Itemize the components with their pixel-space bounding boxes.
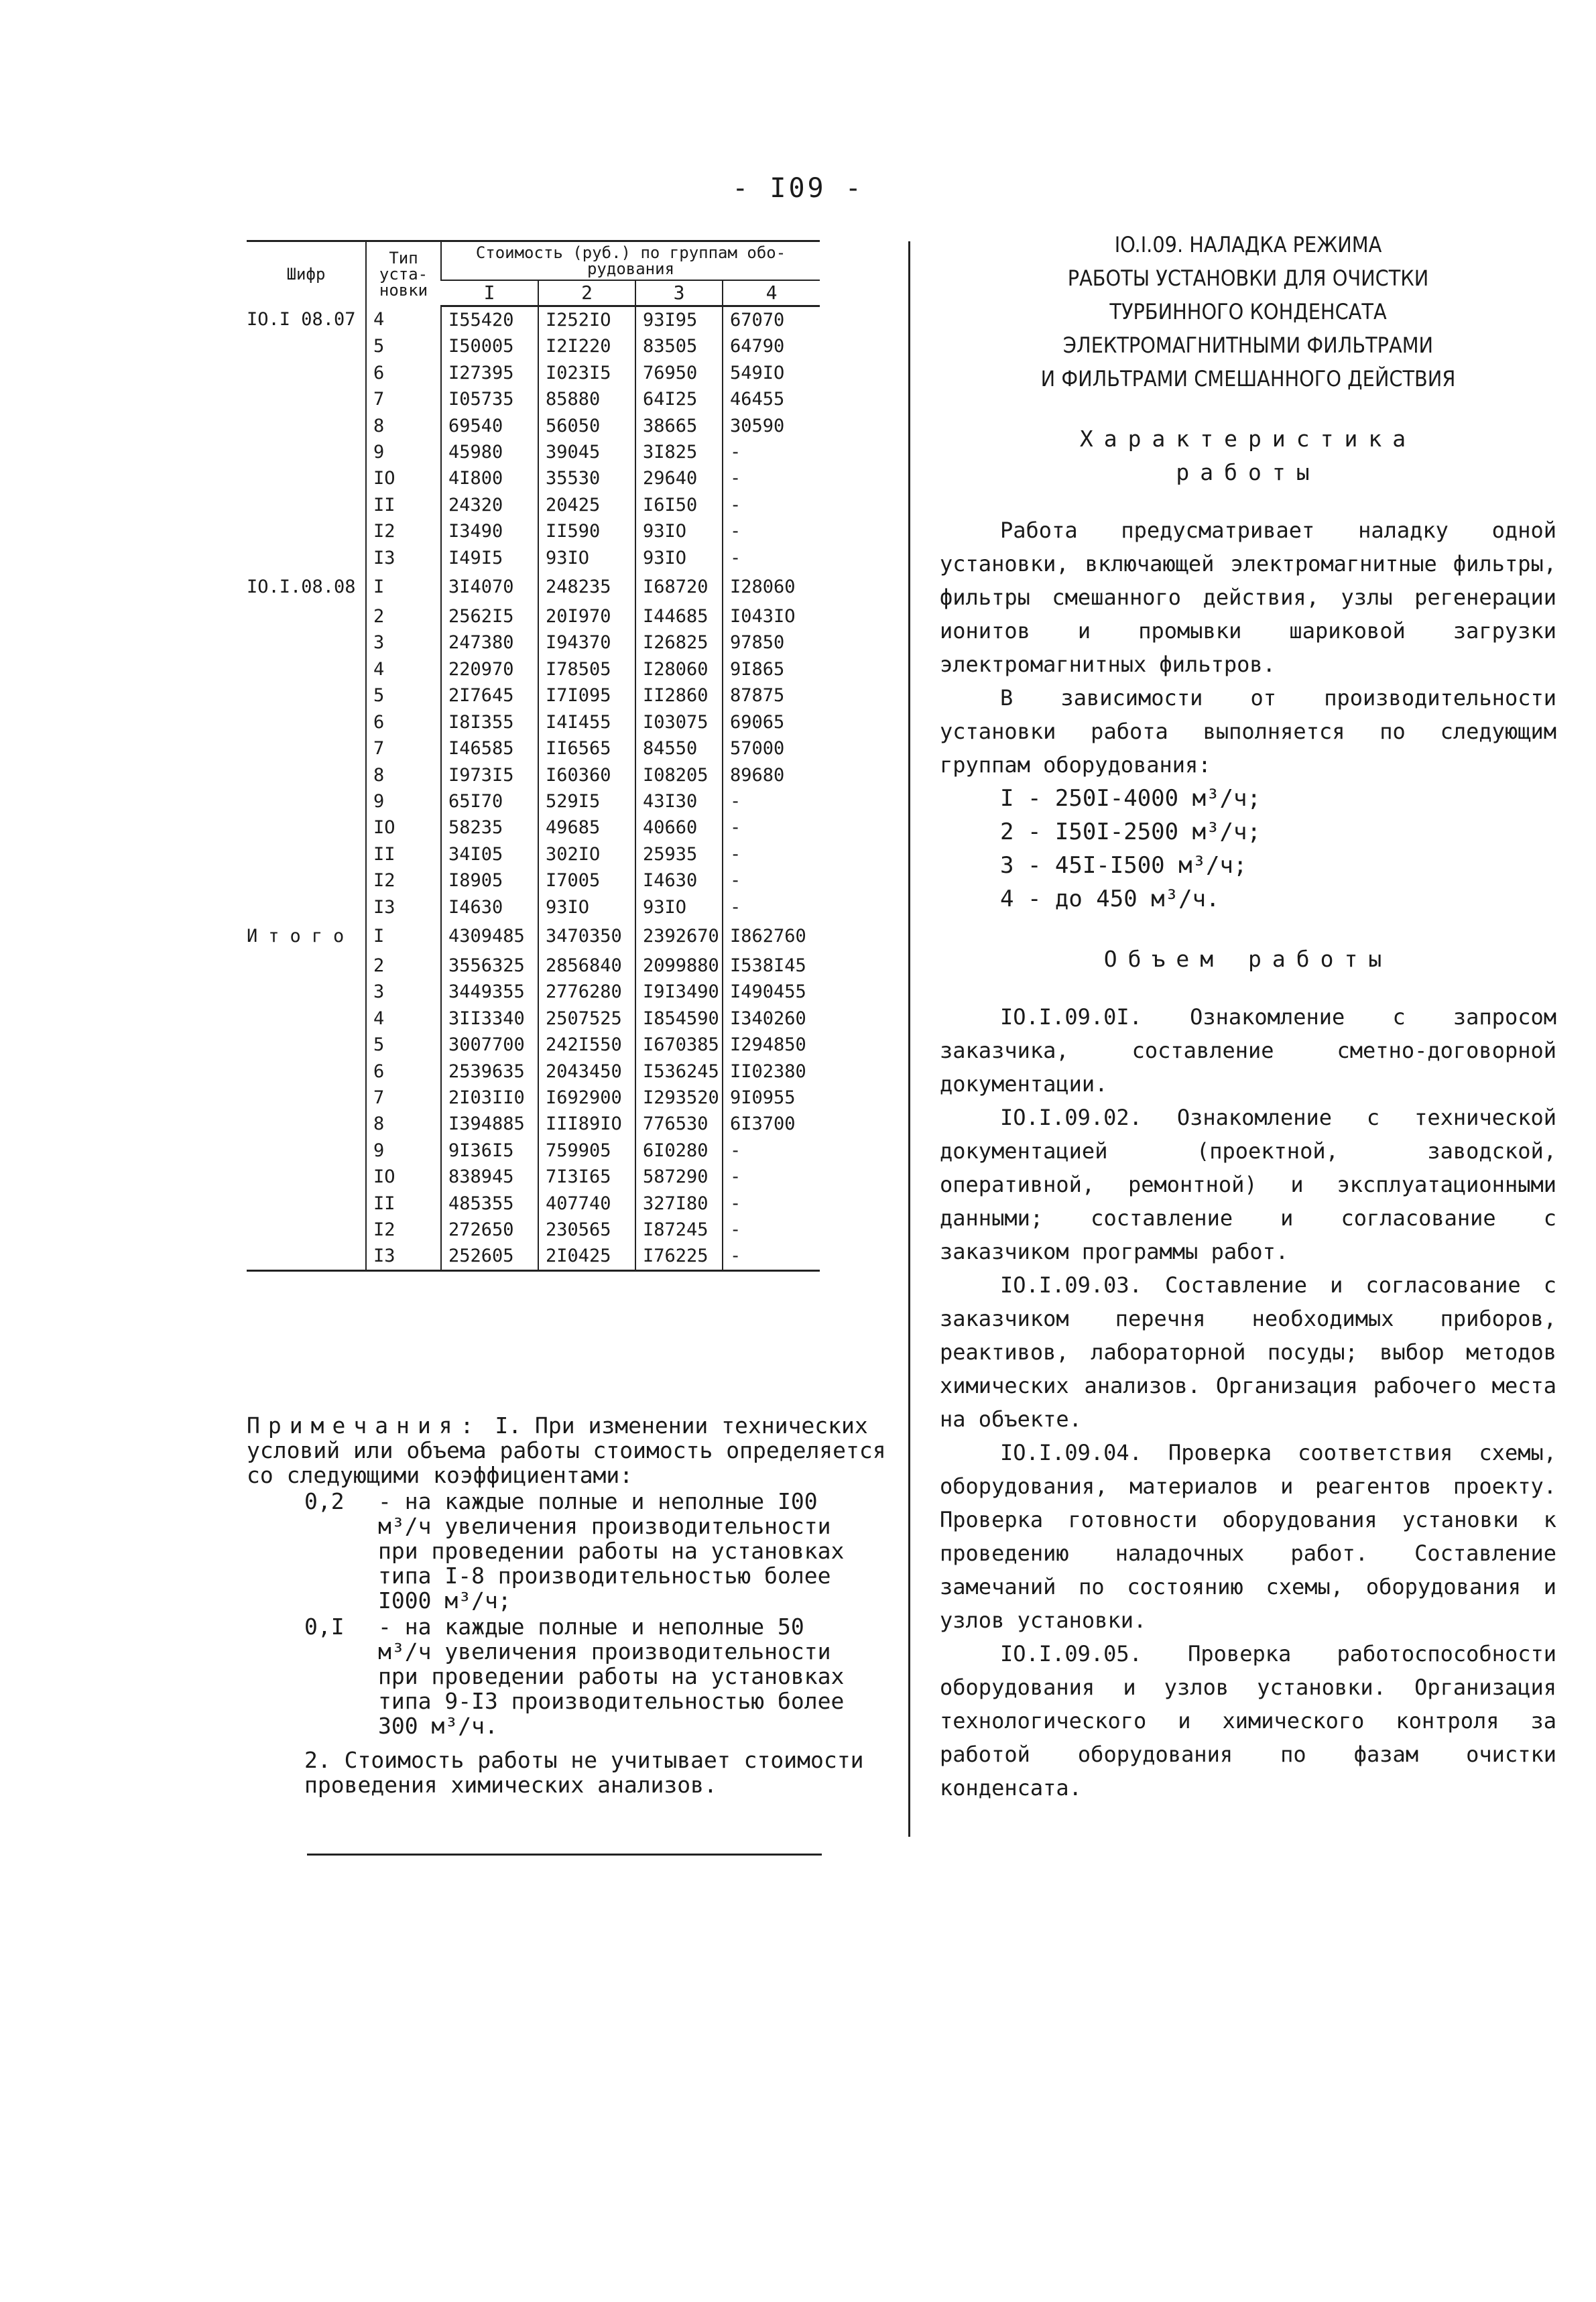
cost-cell: 2392670 xyxy=(635,920,723,953)
table-row xyxy=(247,814,820,841)
note-1 xyxy=(247,1413,890,1488)
notes-end-rule xyxy=(307,1854,822,1856)
work-item-4: IO.I.09.04. Проверка соответствия схемы, оборудования, материалов и реагентов проекту. Проверка готовности оборудования установки к проведению наладочных работ. Составление замечаний по состоянию схемы, оборудования и узлов установки. xyxy=(940,1440,1556,1633)
type-cell: 4 xyxy=(366,1006,441,1032)
cost-cell: 64790 xyxy=(723,333,820,359)
table-row xyxy=(247,1191,820,1217)
table-row xyxy=(247,1217,820,1243)
cost-cell: 87875 xyxy=(723,682,820,709)
cost-cell: 97850 xyxy=(723,629,820,656)
cost-cell: - xyxy=(723,867,820,894)
cost-cell: 2I0425 xyxy=(538,1243,635,1270)
cost-cell: II590 xyxy=(538,518,635,544)
title-line: ЭЛЕКТРОМАГНИТНЫМИ ФИЛЬТРАМИ xyxy=(1062,332,1434,358)
type-cell: 5 xyxy=(366,333,441,359)
cost-table-container xyxy=(247,240,823,1272)
coefficient-2-text: - на каждые полные и неполные 50 м³/ч увеличения производительности при проведении работы на установках типа 9-I3 производительностью более 300 м³/ч. xyxy=(378,1614,845,1739)
cost-cell: - xyxy=(723,841,820,867)
volume-heading: Объем работы xyxy=(1103,946,1393,972)
cost-cell: I26825 xyxy=(635,629,723,656)
cost-cell: 302IO xyxy=(538,841,635,867)
group-item: 4 - до 450 м³/ч. xyxy=(1000,886,1220,912)
equipment-groups xyxy=(940,782,1556,916)
cost-cell: I27395 xyxy=(441,360,538,386)
cost-cell: I670385 xyxy=(635,1032,723,1058)
cost-cell: 587290 xyxy=(635,1164,723,1190)
type-cell: IO xyxy=(366,1164,441,1190)
cost-cell: 3470350 xyxy=(538,920,635,953)
cost-cell: 2776280 xyxy=(538,979,635,1005)
type-cell: 2 xyxy=(366,603,441,629)
table-row xyxy=(247,920,820,953)
cost-cell: 93I95 xyxy=(635,306,723,334)
cost-cell: 2539635 xyxy=(441,1058,538,1085)
type-cell: 4 xyxy=(366,306,441,334)
cost-cell: 252605 xyxy=(441,1243,538,1270)
cost-cell: - xyxy=(723,518,820,544)
coefficient-2 xyxy=(247,1614,890,1738)
cost-cell: I862760 xyxy=(723,920,820,953)
type-cell: IO xyxy=(366,814,441,841)
cost-cell: I87245 xyxy=(635,1217,723,1243)
type-cell: 5 xyxy=(366,682,441,709)
table-row xyxy=(247,333,820,359)
type-cell: 8 xyxy=(366,762,441,788)
cost-cell: 64I25 xyxy=(635,386,723,412)
table-row xyxy=(247,682,820,709)
type-cell: I xyxy=(366,920,441,953)
code-cell xyxy=(247,979,366,1005)
cost-cell: I50005 xyxy=(441,333,538,359)
table-row xyxy=(247,735,820,762)
table-row xyxy=(247,545,820,571)
cost-table xyxy=(247,240,820,1272)
cost-cell: 759905 xyxy=(538,1138,635,1164)
cost-cell: I692900 xyxy=(538,1085,635,1111)
table-row xyxy=(247,894,820,920)
cost-cell: I94370 xyxy=(538,629,635,656)
header-type: Тип уста- новки xyxy=(366,241,441,306)
paragraph-2: В зависимости от производительности установки работа выполняется по следующим группам оборудования: xyxy=(940,685,1556,778)
code-cell: IO.I 08.07 xyxy=(247,309,356,330)
cost-cell: 3I825 xyxy=(635,439,723,465)
code-cell xyxy=(247,1164,366,1190)
cost-cell: 4309485 xyxy=(441,920,538,953)
cost-cell: 58235 xyxy=(441,814,538,841)
cost-cell: I9I3490 xyxy=(635,979,723,1005)
table-row xyxy=(247,867,820,894)
cost-cell: I538I45 xyxy=(723,953,820,979)
table-row xyxy=(247,465,820,491)
code-cell xyxy=(247,545,366,571)
cost-cell: I78505 xyxy=(538,656,635,682)
table-row xyxy=(247,413,820,439)
table-row xyxy=(247,1006,820,1032)
cost-cell: I03075 xyxy=(635,709,723,735)
cost-cell: 2043450 xyxy=(538,1058,635,1085)
cost-cell: I7I095 xyxy=(538,682,635,709)
type-cell: 6 xyxy=(366,709,441,735)
cost-cell: 3449355 xyxy=(441,979,538,1005)
cost-cell: - xyxy=(723,894,820,920)
cost-cell: 39045 xyxy=(538,439,635,465)
table-row xyxy=(247,629,820,656)
table-row xyxy=(247,656,820,682)
cost-cell: 69065 xyxy=(723,709,820,735)
type-cell: I3 xyxy=(366,1243,441,1270)
cost-cell: 4I800 xyxy=(441,465,538,491)
code-cell xyxy=(247,1032,366,1058)
notes-label: Примечания: xyxy=(247,1412,482,1439)
code-cell xyxy=(247,1111,366,1137)
cost-cell: I293520 xyxy=(635,1085,723,1111)
cost-cell: 93IO xyxy=(635,894,723,920)
cost-cell: 84550 xyxy=(635,735,723,762)
cost-cell: I8I355 xyxy=(441,709,538,735)
type-cell: 5 xyxy=(366,1032,441,1058)
type-cell: 6 xyxy=(366,1058,441,1085)
cost-cell: 2I7645 xyxy=(441,682,538,709)
cost-cell: 242I550 xyxy=(538,1032,635,1058)
table-row xyxy=(247,841,820,867)
type-cell: 3 xyxy=(366,629,441,656)
table-row xyxy=(247,953,820,979)
cost-cell: 20I970 xyxy=(538,603,635,629)
header-group-2: 2 xyxy=(538,280,635,306)
code-cell xyxy=(247,386,366,412)
code-cell xyxy=(247,1138,366,1164)
cost-cell: III89IO xyxy=(538,1111,635,1137)
table-row xyxy=(247,762,820,788)
table-row xyxy=(247,1111,820,1137)
cost-cell: 67070 xyxy=(723,306,820,334)
cost-cell: I3490 xyxy=(441,518,538,544)
cost-cell: I394885 xyxy=(441,1111,538,1137)
header-code: Шифр xyxy=(247,241,366,306)
title-line: И ФИЛЬТРАМИ СМЕШАННОГО ДЕЙСТВИЯ xyxy=(1040,366,1456,391)
table-row xyxy=(247,306,820,334)
cost-cell: 549IO xyxy=(723,360,820,386)
cost-cell: I60360 xyxy=(538,762,635,788)
cost-cell: I8905 xyxy=(441,867,538,894)
type-cell: 8 xyxy=(366,1111,441,1137)
cost-cell: 93IO xyxy=(635,518,723,544)
title-line: IO.I.09. НАЛАДКА РЕЖИМА xyxy=(1114,232,1382,257)
group-item: 3 - 45I-I500 м³/ч; xyxy=(1000,852,1247,879)
cost-cell: I252IO xyxy=(538,306,635,334)
cost-cell: I28060 xyxy=(635,656,723,682)
cost-cell: 30590 xyxy=(723,413,820,439)
work-item-2: IO.I.09.02. Ознакомление с технической документацией (проектной, заводской, оперативной, ремонтной) и эксплуатационными данными; составление и согласование с заказчиком программы работ. xyxy=(940,1105,1556,1264)
cost-cell: I28060 xyxy=(723,571,820,603)
title-line: ТУРБИННОГО КОНДЕНСАТА xyxy=(1109,299,1387,324)
code-cell: Итого xyxy=(247,926,355,947)
type-cell: I3 xyxy=(366,545,441,571)
cost-cell: - xyxy=(723,492,820,518)
table-row xyxy=(247,1164,820,1190)
cost-cell: 529I5 xyxy=(538,788,635,814)
cost-cell: 38665 xyxy=(635,413,723,439)
table-row xyxy=(247,571,820,603)
cost-cell: 49685 xyxy=(538,814,635,841)
type-cell: I3 xyxy=(366,894,441,920)
note-2: 2. Стоимость работы не учитывает стоимости проведения химических анализов. xyxy=(304,1747,864,1798)
type-cell: II xyxy=(366,1191,441,1217)
code-cell xyxy=(247,682,366,709)
table-row xyxy=(247,979,820,1005)
table-row xyxy=(247,360,820,386)
code-cell xyxy=(247,465,366,491)
notes xyxy=(247,1413,890,1797)
cost-cell: - xyxy=(723,1191,820,1217)
cost-cell: 2099880 xyxy=(635,953,723,979)
cost-cell: I49I5 xyxy=(441,545,538,571)
type-cell: I xyxy=(366,571,441,603)
cost-cell: I46585 xyxy=(441,735,538,762)
characteristic-heading-line: работы xyxy=(1176,459,1321,485)
table-row xyxy=(247,439,820,465)
cost-cell: 93IO xyxy=(538,545,635,571)
cost-cell: 35530 xyxy=(538,465,635,491)
cost-cell: 2562I5 xyxy=(441,603,538,629)
cost-cell: I76225 xyxy=(635,1243,723,1270)
code-cell xyxy=(247,762,366,788)
work-item-1: IO.I.09.0I. Ознакомление с запросом заказчика, составление сметно-договорной документации. xyxy=(940,1004,1556,1097)
cost-cell: I4630 xyxy=(635,867,723,894)
type-cell: 9 xyxy=(366,788,441,814)
cost-cell: 69540 xyxy=(441,413,538,439)
cost-cell: 6I0280 xyxy=(635,1138,723,1164)
section-description xyxy=(940,228,1556,1805)
cost-cell: 838945 xyxy=(441,1164,538,1190)
cost-cell: 3II3340 xyxy=(441,1006,538,1032)
code-cell xyxy=(247,814,366,841)
paragraph-1: Работа предусматривает наладку одной установки, включающей электромагнитные фильтры, фильтры смешанного действия, узлы регенерации ионитов и промывки шариковой загрузки электромагнитных фильтров. xyxy=(940,518,1556,677)
cost-cell: 25935 xyxy=(635,841,723,867)
cost-cell: - xyxy=(723,814,820,841)
work-item-3: IO.I.09.03. Составление и согласование с заказчиком перечня необходимых приборов, реактивов, лабораторной посуды; выбор методов химических анализов. Организация рабочего места на объекте. xyxy=(940,1272,1556,1432)
group-item: 2 - I50I-2500 м³/ч; xyxy=(1000,819,1261,845)
coefficient-1-value: 0,2 xyxy=(304,1488,345,1514)
code-cell xyxy=(247,1191,366,1217)
header-cost: Стоимость (руб.) по группам обо- рудования xyxy=(441,241,820,281)
type-cell: 9 xyxy=(366,439,441,465)
characteristic-heading-line: Характеристика xyxy=(1079,426,1417,452)
cost-cell: 220970 xyxy=(441,656,538,682)
type-cell: 7 xyxy=(366,1085,441,1111)
cost-cell: 57000 xyxy=(723,735,820,762)
code-cell xyxy=(247,439,366,465)
code-cell xyxy=(247,735,366,762)
cost-cell: 776530 xyxy=(635,1111,723,1137)
code-cell xyxy=(247,656,366,682)
cost-cell: - xyxy=(723,1164,820,1190)
cost-cell: I043IO xyxy=(723,603,820,629)
cost-cell: I2I220 xyxy=(538,333,635,359)
code-cell xyxy=(247,629,366,656)
type-cell: 7 xyxy=(366,735,441,762)
type-cell: I2 xyxy=(366,1217,441,1243)
cost-cell: I4I455 xyxy=(538,709,635,735)
cost-cell: - xyxy=(723,1138,820,1164)
cost-cell: 65I70 xyxy=(441,788,538,814)
coefficient-1 xyxy=(247,1489,890,1613)
code-cell xyxy=(247,1243,366,1270)
cost-cell: II02380 xyxy=(723,1058,820,1085)
table-row xyxy=(247,709,820,735)
cost-cell: I08205 xyxy=(635,762,723,788)
cost-cell: I854590 xyxy=(635,1006,723,1032)
cost-cell: - xyxy=(723,545,820,571)
type-cell: 2 xyxy=(366,953,441,979)
cost-cell: 29640 xyxy=(635,465,723,491)
table-row xyxy=(247,1243,820,1270)
type-cell: I2 xyxy=(366,867,441,894)
coefficient-1-text: - на каждые полные и неполные I00 м³/ч увеличения производительности при проведении работы на установках типа I-8 производительностью более I000 м³/ч; xyxy=(378,1488,845,1614)
code-cell xyxy=(247,1217,366,1243)
table-row xyxy=(247,1085,820,1111)
cost-cell: 40660 xyxy=(635,814,723,841)
cost-cell: I05735 xyxy=(441,386,538,412)
cost-cell: 45980 xyxy=(441,439,538,465)
type-cell: 4 xyxy=(366,656,441,682)
cost-cell: - xyxy=(723,1217,820,1243)
cost-cell: 9I865 xyxy=(723,656,820,682)
cost-cell: - xyxy=(723,465,820,491)
cost-cell: 76950 xyxy=(635,360,723,386)
cost-cell: II2860 xyxy=(635,682,723,709)
cost-cell: 2507525 xyxy=(538,1006,635,1032)
cost-cell: I340260 xyxy=(723,1006,820,1032)
cost-cell: 6I3700 xyxy=(723,1111,820,1137)
code-cell: IO.I.08.08 xyxy=(247,577,356,598)
cost-cell: 3007700 xyxy=(441,1032,538,1058)
cost-cell: I4630 xyxy=(441,894,538,920)
table-row xyxy=(247,1032,820,1058)
header-group-3: 3 xyxy=(635,280,723,306)
header-group-1: I xyxy=(441,280,538,306)
type-cell: 8 xyxy=(366,413,441,439)
code-cell xyxy=(247,518,366,544)
page-number: - I09 - xyxy=(732,173,864,204)
cost-cell: I44685 xyxy=(635,603,723,629)
type-cell: 6 xyxy=(366,360,441,386)
cost-cell: - xyxy=(723,1243,820,1270)
type-cell: II xyxy=(366,841,441,867)
cost-cell: II6565 xyxy=(538,735,635,762)
cost-cell: 20425 xyxy=(538,492,635,518)
note-1-intro: I. При изменении технических условий или объема работы стоимость определяется со следующими коэффициентами: xyxy=(247,1412,886,1488)
code-cell xyxy=(247,492,366,518)
type-cell: II xyxy=(366,492,441,518)
title-line: РАБОТЫ УСТАНОВКИ ДЛЯ ОЧИСТКИ xyxy=(1067,265,1429,291)
cost-cell: 272650 xyxy=(441,1217,538,1243)
cost-cell: 2I03II0 xyxy=(441,1085,538,1111)
header-group-4: 4 xyxy=(723,280,820,306)
table-row xyxy=(247,788,820,814)
cost-cell: I490455 xyxy=(723,979,820,1005)
cost-table-body xyxy=(247,306,820,1271)
group-item: I - 250I-4000 м³/ч; xyxy=(1000,785,1261,812)
cost-cell: 3I4070 xyxy=(441,571,538,603)
characteristic-heading xyxy=(940,422,1556,489)
cost-cell: I973I5 xyxy=(441,762,538,788)
code-cell xyxy=(247,953,366,979)
code-cell xyxy=(247,709,366,735)
cost-cell: 230565 xyxy=(538,1217,635,1243)
code-cell xyxy=(247,788,366,814)
cost-cell: 46455 xyxy=(723,386,820,412)
cost-cell: 93IO xyxy=(635,545,723,571)
cost-cell: I68720 xyxy=(635,571,723,603)
cost-cell: 83505 xyxy=(635,333,723,359)
cost-cell: - xyxy=(723,439,820,465)
coefficient-2-value: 0,I xyxy=(304,1614,345,1640)
code-cell xyxy=(247,1006,366,1032)
cost-cell: 43I30 xyxy=(635,788,723,814)
cost-cell: 327I80 xyxy=(635,1191,723,1217)
table-row xyxy=(247,386,820,412)
code-cell xyxy=(247,867,366,894)
cost-cell: I536245 xyxy=(635,1058,723,1085)
table-row xyxy=(247,492,820,518)
cost-cell: I7005 xyxy=(538,867,635,894)
type-cell: 3 xyxy=(366,979,441,1005)
table-row xyxy=(247,603,820,629)
cost-cell: I6I50 xyxy=(635,492,723,518)
type-cell: 9 xyxy=(366,1138,441,1164)
cost-cell: 9I0955 xyxy=(723,1085,820,1111)
cost-cell: 24320 xyxy=(441,492,538,518)
section-title xyxy=(940,228,1556,396)
code-cell xyxy=(247,1085,366,1111)
cost-cell: I023I5 xyxy=(538,360,635,386)
code-cell xyxy=(247,1058,366,1085)
code-cell xyxy=(247,360,366,386)
cost-cell: 247380 xyxy=(441,629,538,656)
code-cell xyxy=(247,841,366,867)
cost-cell: 3556325 xyxy=(441,953,538,979)
cost-cell: 56050 xyxy=(538,413,635,439)
table-row xyxy=(247,518,820,544)
work-item-5: IO.I.09.05. Проверка работоспособности оборудования и узлов установки. Организация технологического и химического контроля за работой оборудования по фазам очистки конденсата. xyxy=(940,1641,1556,1801)
type-cell: IO xyxy=(366,465,441,491)
type-cell: I2 xyxy=(366,518,441,544)
cost-cell: 85880 xyxy=(538,386,635,412)
cost-cell: 248235 xyxy=(538,571,635,603)
cost-cell: 89680 xyxy=(723,762,820,788)
table-row xyxy=(247,1138,820,1164)
code-cell xyxy=(247,603,366,629)
code-cell xyxy=(247,894,366,920)
cost-cell: - xyxy=(723,788,820,814)
cost-cell: 34I05 xyxy=(441,841,538,867)
cost-cell: 7I3I65 xyxy=(538,1164,635,1190)
cost-cell: 407740 xyxy=(538,1191,635,1217)
column-divider xyxy=(908,241,910,1837)
code-cell xyxy=(247,413,366,439)
cost-cell: 2856840 xyxy=(538,953,635,979)
cost-cell: 9I36I5 xyxy=(441,1138,538,1164)
table-row xyxy=(247,1058,820,1085)
cost-cell: I55420 xyxy=(441,306,538,334)
type-cell: 7 xyxy=(366,386,441,412)
cost-cell: 485355 xyxy=(441,1191,538,1217)
cost-cell: 93IO xyxy=(538,894,635,920)
cost-cell: I294850 xyxy=(723,1032,820,1058)
code-cell xyxy=(247,333,366,359)
